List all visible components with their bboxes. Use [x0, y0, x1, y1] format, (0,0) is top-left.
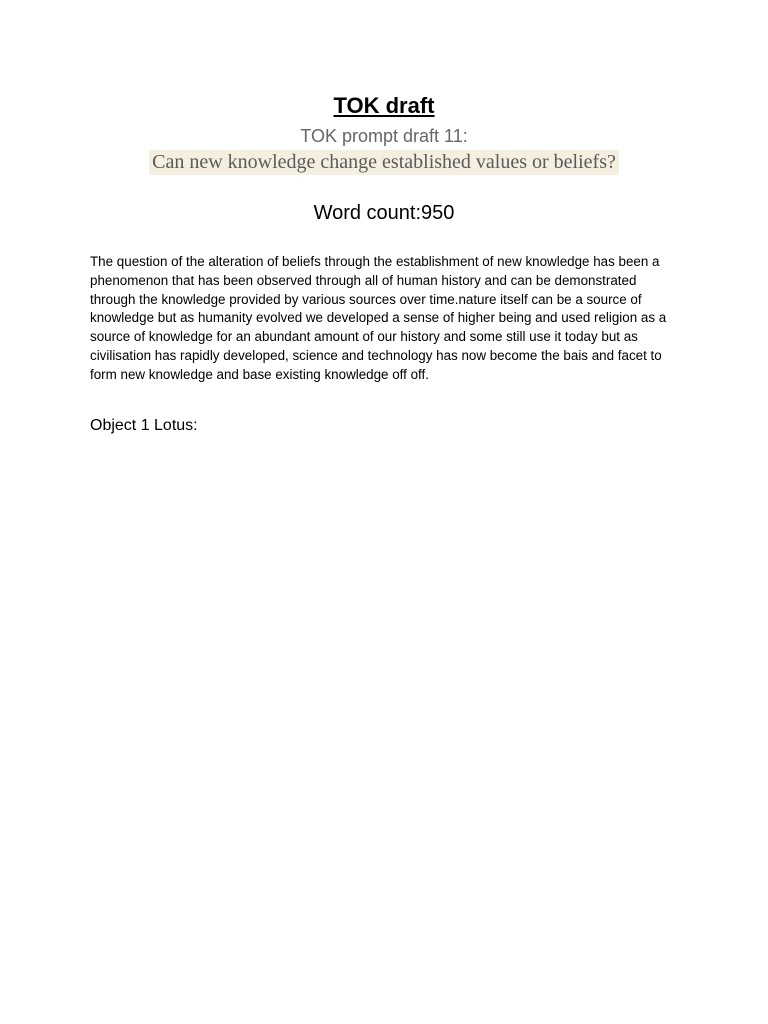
word-count: Word count:950 [313, 202, 455, 224]
prompt-question-wrapper [0, 150, 768, 175]
document-title: TOK draft [333, 93, 435, 118]
section-heading: Object 1 Lotus: [90, 417, 198, 434]
prompt-question: Can new knowledge change established values or beliefs? [149, 150, 619, 175]
prompt-subtitle: TOK prompt draft 11: [300, 126, 468, 146]
intro-paragraph: The question of the alteration of beliefs through the establishment of new knowledge has been a phenomenon that has been observed through all of human history and can be demonstrated through the knowledge provided by various sources over time.nature itself can be a source of knowledge but as humanity evolved we developed a sense of higher being and used religion as a source of knowledge for an abundant amount of our history and some still use it today but as civilisation has rapidly developed, science and technology has now become the bais and facet to form new knowledge and base existing knowledge off off. [90, 254, 667, 382]
